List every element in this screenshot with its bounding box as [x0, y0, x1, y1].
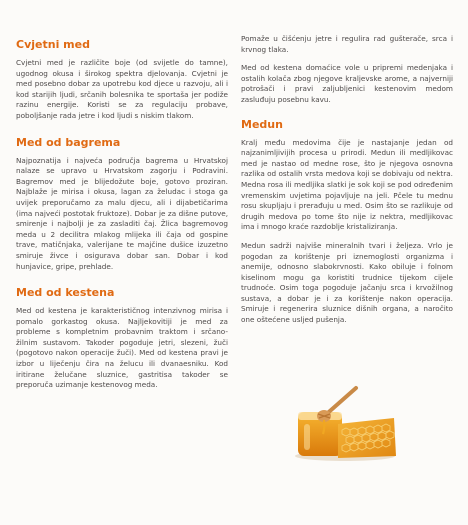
section-title-medun: Medun: [241, 117, 283, 131]
paragraph-medun-1: Kralj među medovima čije je nastajanje jedan od najzanimljivijih procesa u prirodi. Medun ili medljikovac med je nastao od medne rose, što je njegova osnovna razlika od ostalih vrsta medova koji se dobivaju od nektra. Medna rosa ili medljika slatki je sok koji se pod određenim vremenskim uvjetima pojavljuje na jeli. Pčele tu mednu rosu skupljaju i prerađuju u med. Osim što se razlikuje od drugih medova po tome što nije iz nektra, medljikovac ima i mnogo kraće razdoblje kristaliziranja.: [241, 137, 453, 232]
paragraph-med-od-kestena: Med od kestena je karakterističnog intenzivnog mirisa i pomalo gorkastog okusa. Najljekovitiji je med za probleme s kompletnim probavnim traktom i srčano-žilnim sustavom. Takoder pogoduje jetri, slezeni, žuči (pogotovo nakon operacije žuči). Med od kestena pravi je izbor u liječenju čira na želucu ili dvanaesniku. Kod iritirane želučane sluznice, gastritisa takoder se preporuča uzimanje kestenovog meda.: [16, 306, 228, 390]
right-column: [241, 34, 453, 326]
paragraph-medun-2: Medun sadrži najviše mineralnih tvari i željeza. Vrlo je pogodan za korištenje pri iznemoglosti organizma i anemije, odnosno slabokrvnosti. Kako obiluje i folnom kiselinom mogu ga koristiti trudnice tijekom cijele trudnoće. Osim toga pogoduje jačanju srca i krvožilnog sustava, a dobar je i za korištenje nakon operacija. Smiruje i regenerira sluznice dišnih organa, a naročito one oštećene usljed pušenja.: [241, 240, 453, 325]
left-column: [16, 34, 228, 391]
paragraph-med-od-bagrema: Najpoznatija i najveća područja bagrema u Hrvatskoj nalaze se upravo u Hrvatskom zagorju i Podravini. Bagremov med je blijedožute boje, gotovo proziran. Najblaže je mirisa i okusa, lagan za želudac i stoga ga uvijek preporučamo za malu djecu, ali i dijabetičarima (ima najveći postotak fruktoze). Dobar je za dišne putove, smirenje i najbolji je za zasladiti čaj. Žlica bagremovog meda u 2 decilitra mlakog mlijeka ili čaja od gospine trave, matičnjaka, valerijane te majčine dušice izuzetno smiruje živce i osigurava dobar san. Dobar i kod hunjavice, gripe, prehlade.: [16, 155, 228, 271]
section-title-med-od-kestena: Med od kestena: [16, 286, 115, 300]
paragraph-kesten-continued-1: Pomaže u čišćenju jetre i regulira rad gušterače, srca i krvnog tlaka.: [241, 34, 453, 54]
honey-jar-dipper-comb-icon: [290, 384, 400, 462]
honeycomb: [338, 418, 396, 458]
paragraph-cvjetni-med: Cvjetni med je različite boje (od svijetle do tamne), ugodnog okusa i širokog spektra djelovanja. Cvjetni je med posebno dobar za upotrebu kod djece u razvoju, ali i kod starijih ljudi, srčanih bolesnika te sportaša jer podiže razinu energije. Koristi se za regulaciju probave, poboljšanje rada jetre i kod ljudi s niskim tlakom.: [16, 58, 228, 120]
paragraph-kesten-continued-2: Med od kestena domaćice vole u pripremi medenjaka i ostalih kolača zbog njegove kraljevske arome, a najverniji potrošači i pravi zaljubljenici kestenovim medom zasluđuju posebnu kavu.: [241, 63, 453, 104]
section-title-med-od-bagrema: Med od bagrema: [16, 135, 121, 149]
section-title-cvjetni-med: Cvjetni med: [16, 38, 90, 51]
